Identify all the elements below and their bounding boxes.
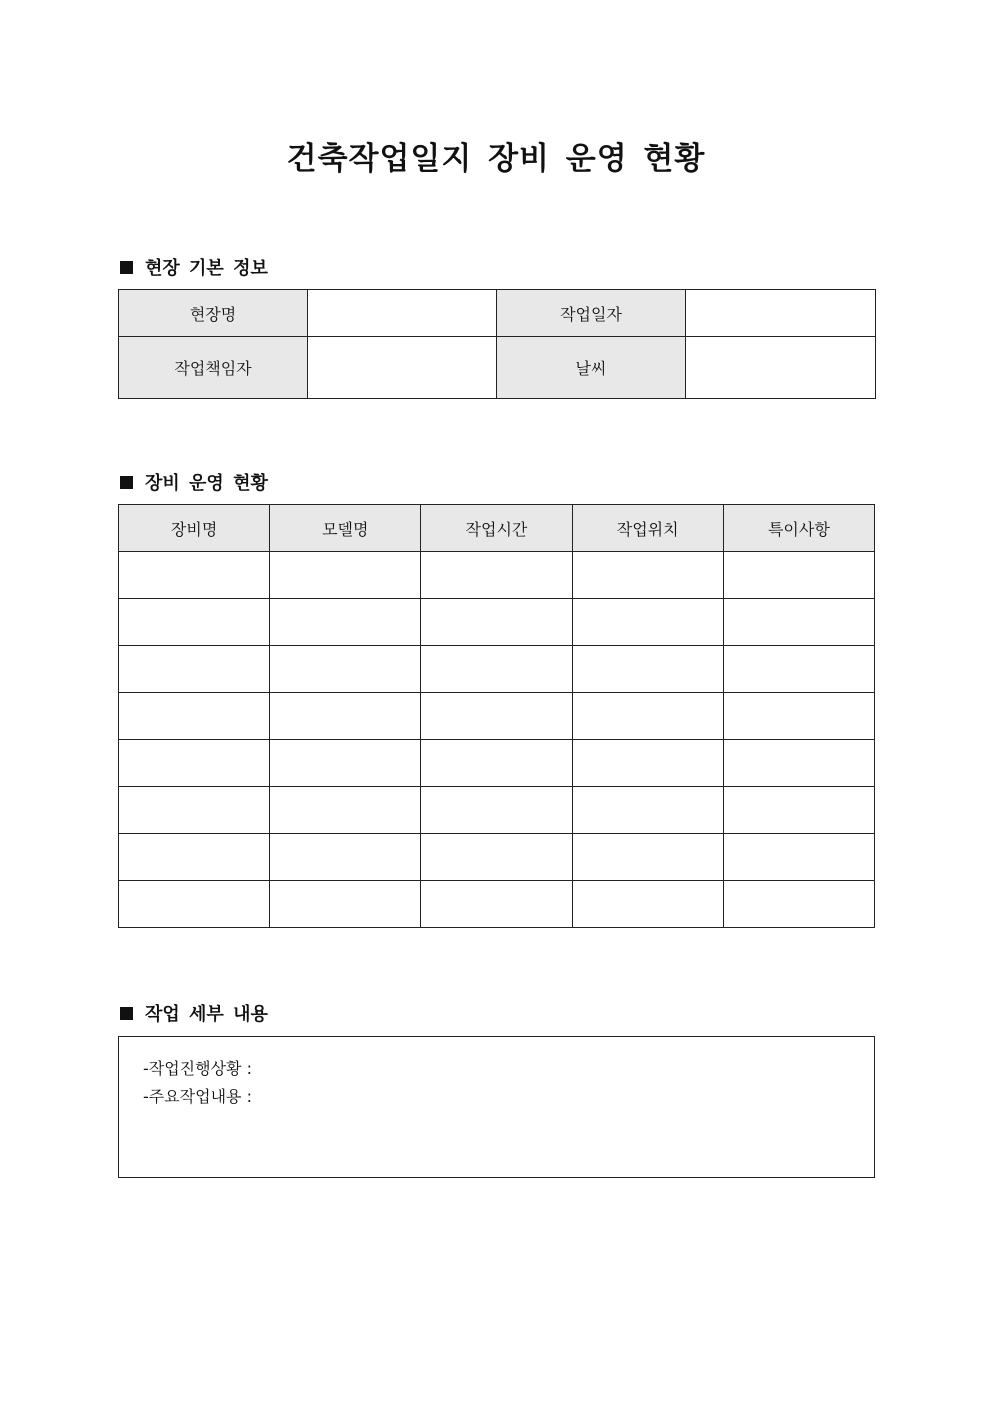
equipment-name-cell[interactable] xyxy=(119,693,270,740)
equipment-name-cell[interactable] xyxy=(119,740,270,787)
remarks-cell[interactable] xyxy=(723,787,874,834)
work-location-cell[interactable] xyxy=(572,740,723,787)
progress-status-label: -작업진행상황 : xyxy=(143,1059,252,1078)
site-info-table xyxy=(118,289,876,399)
work-location-cell[interactable] xyxy=(572,599,723,646)
model-name-cell[interactable] xyxy=(270,599,421,646)
equipment-name-cell[interactable] xyxy=(119,646,270,693)
table-row xyxy=(119,290,876,337)
weather-field[interactable] xyxy=(686,337,876,399)
work-details-box[interactable] xyxy=(118,1036,875,1178)
site-name-label: 현장명 xyxy=(119,290,308,337)
equipment-table-body xyxy=(119,552,875,928)
model-name-cell[interactable] xyxy=(270,552,421,599)
table-row xyxy=(119,552,875,599)
table-header-row xyxy=(119,505,875,552)
work-hours-cell[interactable] xyxy=(421,693,572,740)
model-name-cell[interactable] xyxy=(270,881,421,928)
supervisor-field[interactable] xyxy=(308,337,497,399)
work-location-cell[interactable] xyxy=(572,834,723,881)
table-row xyxy=(119,693,875,740)
remarks-cell[interactable] xyxy=(723,834,874,881)
work-date-field[interactable] xyxy=(686,290,876,337)
square-bullet-icon xyxy=(120,1007,133,1020)
square-bullet-icon xyxy=(120,476,133,489)
square-bullet-icon xyxy=(120,261,133,274)
document-title: 건축작업일지 장비 운영 현황 xyxy=(286,141,706,177)
remarks-cell[interactable] xyxy=(723,552,874,599)
remarks-cell[interactable] xyxy=(723,646,874,693)
site-name-field[interactable] xyxy=(308,290,497,337)
column-header-equipment-name: 장비명 xyxy=(119,505,270,552)
equipment-name-cell[interactable] xyxy=(119,787,270,834)
equipment-name-cell[interactable] xyxy=(119,599,270,646)
remarks-cell[interactable] xyxy=(723,599,874,646)
column-header-model-name: 모델명 xyxy=(270,505,421,552)
work-hours-cell[interactable] xyxy=(421,599,572,646)
table-row xyxy=(119,834,875,881)
work-location-cell[interactable] xyxy=(572,693,723,740)
section-heading-site-info xyxy=(120,254,268,280)
equipment-name-cell[interactable] xyxy=(119,881,270,928)
model-name-cell[interactable] xyxy=(270,834,421,881)
column-header-work-hours: 작업시간 xyxy=(421,505,572,552)
supervisor-label: 작업책임자 xyxy=(119,337,308,399)
work-hours-cell[interactable] xyxy=(421,740,572,787)
model-name-cell[interactable] xyxy=(270,693,421,740)
work-location-cell[interactable] xyxy=(572,881,723,928)
remarks-cell[interactable] xyxy=(723,693,874,740)
column-header-work-location: 작업위치 xyxy=(572,505,723,552)
remarks-cell[interactable] xyxy=(723,881,874,928)
model-name-cell[interactable] xyxy=(270,740,421,787)
section-heading-equipment xyxy=(120,469,268,495)
table-row xyxy=(119,599,875,646)
section-heading-label: 현장 기본 정보 xyxy=(145,258,268,279)
remarks-cell[interactable] xyxy=(723,740,874,787)
table-row xyxy=(119,646,875,693)
table-row xyxy=(119,881,875,928)
table-row xyxy=(119,740,875,787)
work-hours-cell[interactable] xyxy=(421,646,572,693)
weather-label: 날씨 xyxy=(497,337,686,399)
equipment-name-cell[interactable] xyxy=(119,834,270,881)
work-date-label: 작업일자 xyxy=(497,290,686,337)
work-hours-cell[interactable] xyxy=(421,787,572,834)
equipment-name-cell[interactable] xyxy=(119,552,270,599)
column-header-remarks: 특이사항 xyxy=(723,505,874,552)
section-heading-label: 장비 운영 현황 xyxy=(145,473,268,494)
work-location-cell[interactable] xyxy=(572,646,723,693)
main-work-label: -주요작업내용 : xyxy=(143,1087,252,1106)
table-row xyxy=(119,787,875,834)
work-hours-cell[interactable] xyxy=(421,834,572,881)
table-row xyxy=(119,337,876,399)
work-hours-cell[interactable] xyxy=(421,881,572,928)
work-hours-cell[interactable] xyxy=(421,552,572,599)
section-heading-details xyxy=(120,1000,268,1026)
equipment-table xyxy=(118,504,875,928)
work-location-cell[interactable] xyxy=(572,787,723,834)
section-heading-label: 작업 세부 내용 xyxy=(145,1004,268,1025)
model-name-cell[interactable] xyxy=(270,787,421,834)
model-name-cell[interactable] xyxy=(270,646,421,693)
work-location-cell[interactable] xyxy=(572,552,723,599)
